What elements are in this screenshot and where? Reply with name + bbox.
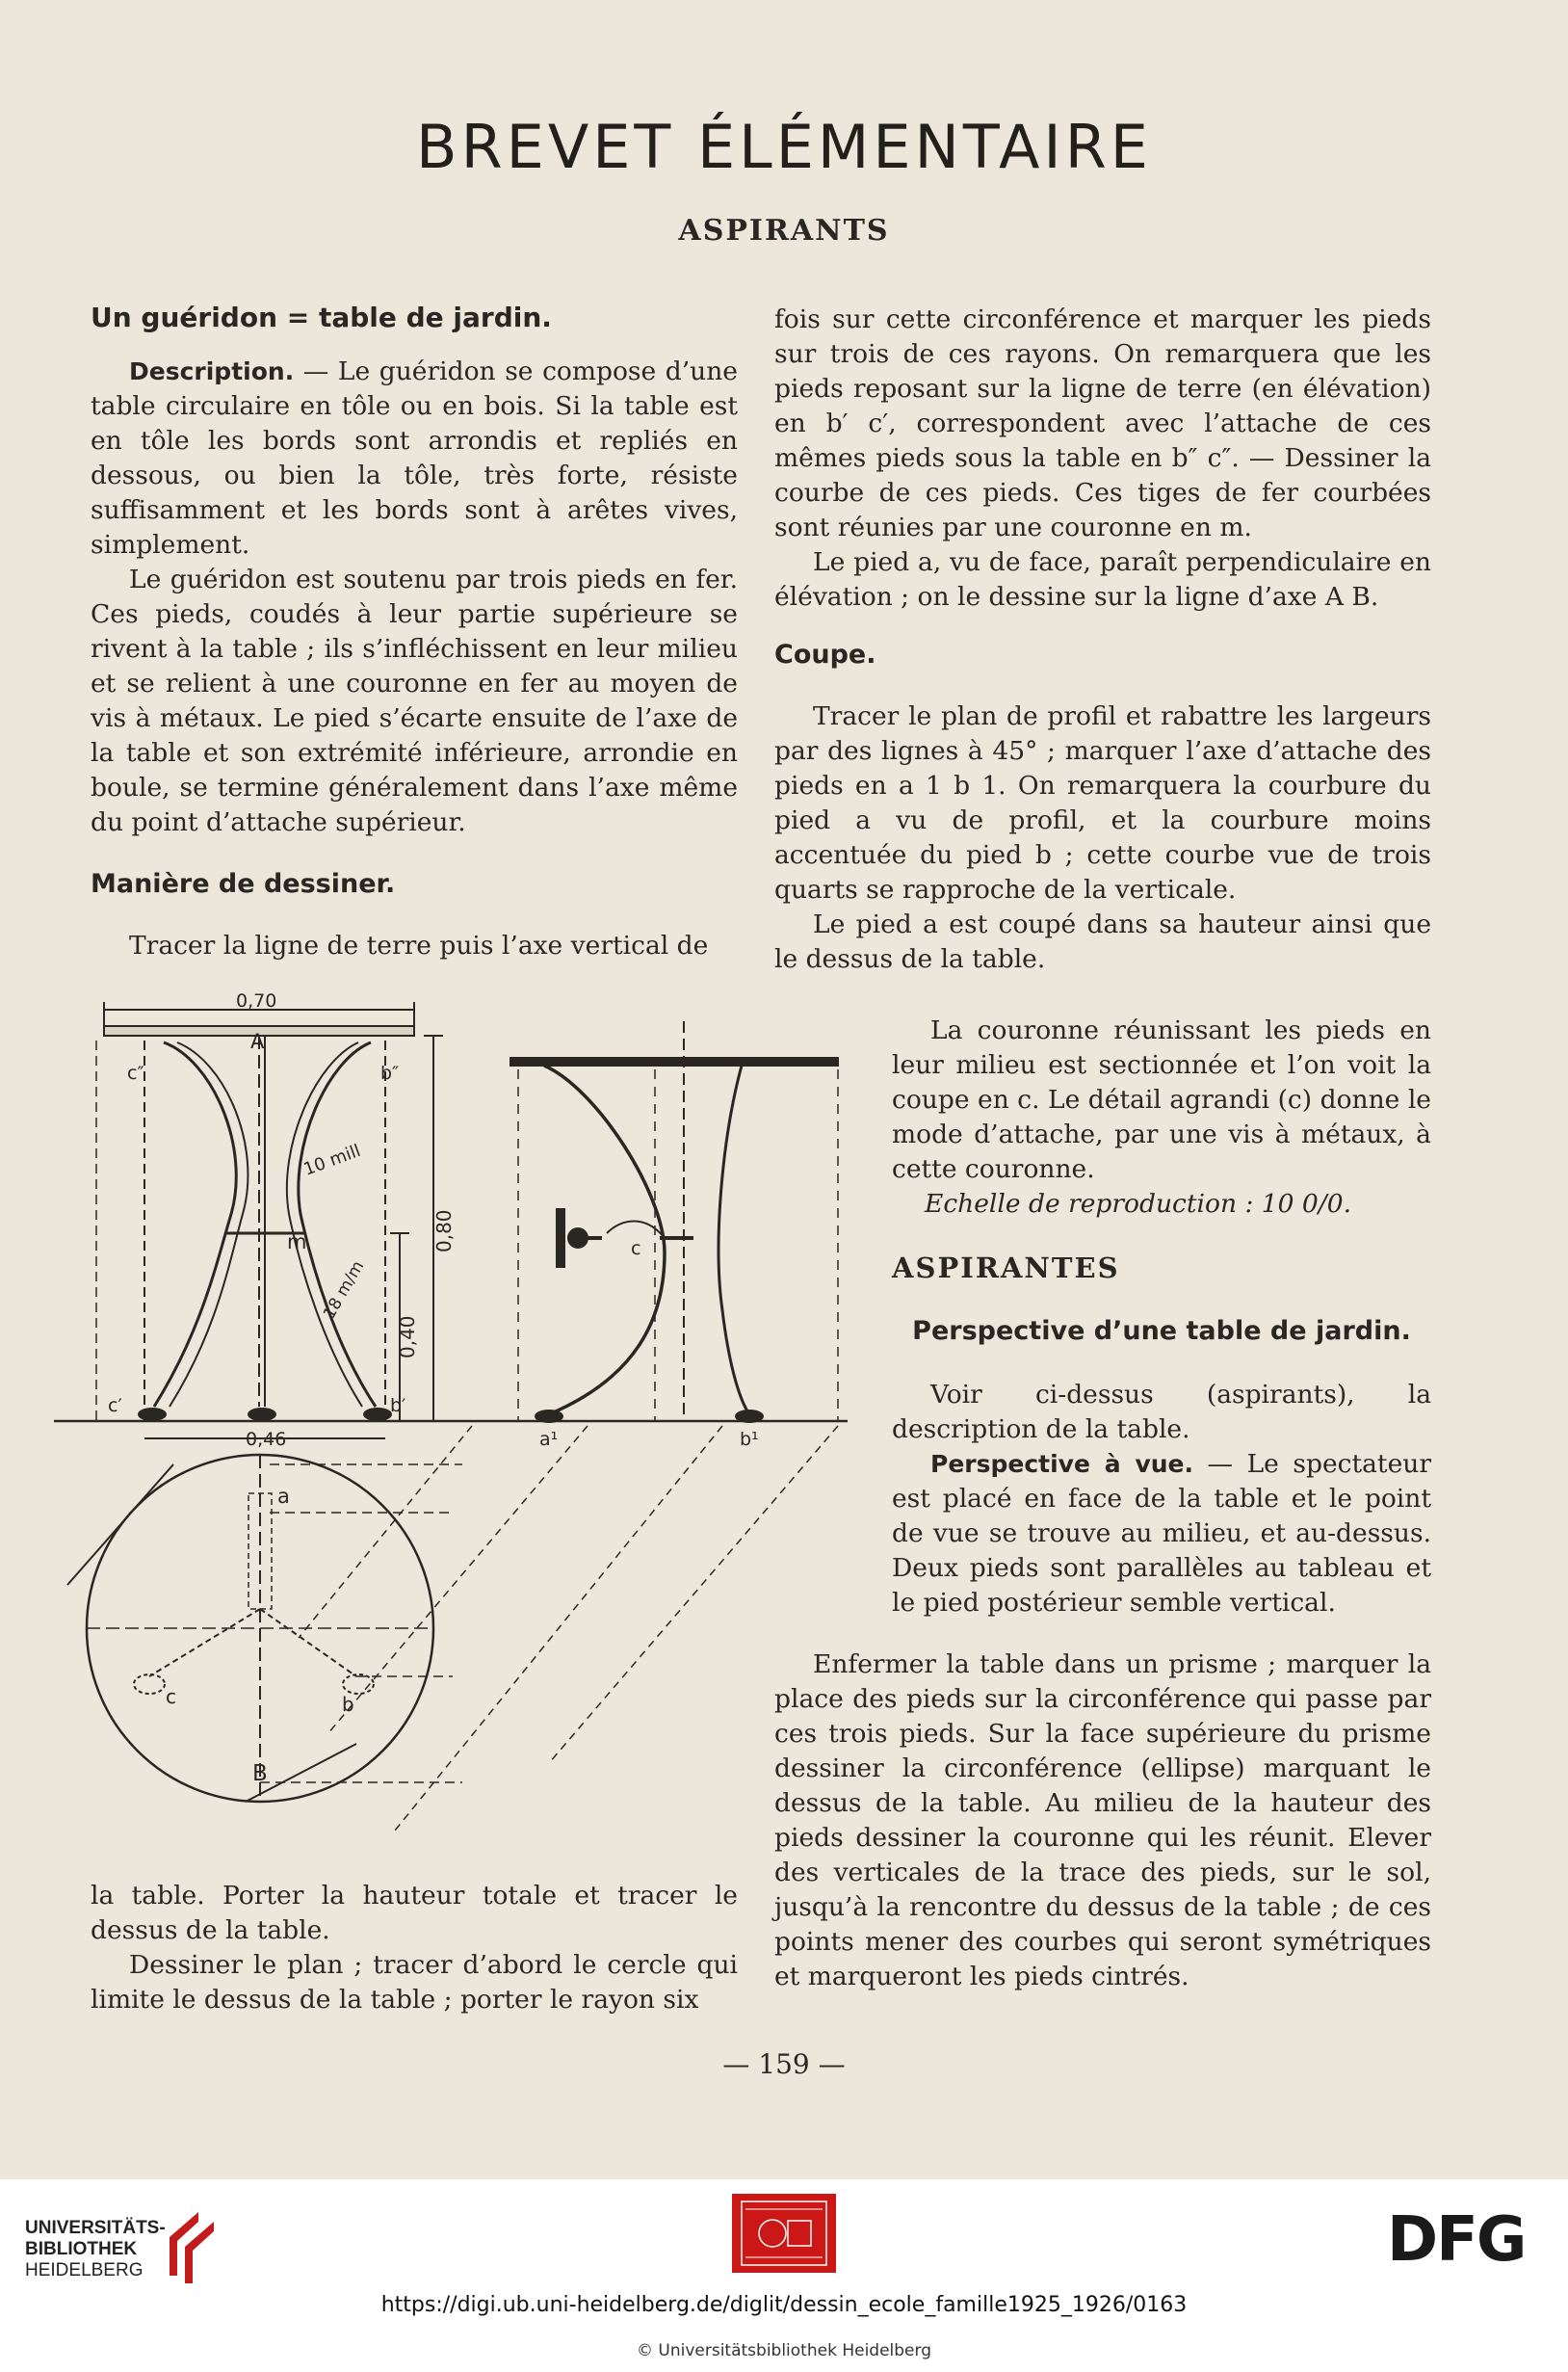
- leg-b-section: [719, 1066, 749, 1414]
- label-c: c: [166, 1685, 176, 1708]
- right-column-bottom: [774, 1647, 1431, 1994]
- label-c2: c″: [127, 1063, 144, 1084]
- paragraph-pied-a: Le pied a, vu de face, paraît perpendiculaire en élévation ; on le dessine sur la ligne d’axe A B.: [774, 547, 1431, 612]
- heading-perspective: Perspective d’une table de jardin.: [912, 1316, 1411, 1346]
- page-number: — 159 —: [722, 2048, 846, 2080]
- label-a1: a¹: [539, 1429, 559, 1450]
- label-a: a: [277, 1485, 290, 1508]
- label-b1-right: b¹: [740, 1429, 759, 1450]
- paragraph-prisme: Enfermer la table dans un prisme ; marquer la place des pieds sur la circonférence qui passe par ces trois pieds. Sur la face supérieure du prisme dessiner la circonférence (ellipse) marquant le dessus de la table. Au milieu de la hauteur des pieds dessiner la couronne qui les réunit. Elever des verticales de la trace des pieds, sur le sol, jusqu’à la rencontre du dessus de la table ; de ces points mener des courbes qui seront symétriques et marqueront les pieds cintrés.: [774, 1649, 1431, 1991]
- library-name-line1: UNIVERSITÄTS-: [25, 2218, 166, 2238]
- description-text: — Le guéridon se compose d’une table circulaire en tôle ou en bois. Si la table est en tôle les bords sont arrondis et repliés en dessous, ou bien la tôle, très forte, résiste suffisamment et les bords sont à arêtes vives, simplement.: [91, 356, 738, 560]
- page-title: BREVET ÉLÉMENTAIRE: [416, 112, 1152, 182]
- label-m: m: [287, 1230, 307, 1253]
- table-drawing-figure: [48, 990, 848, 1821]
- detail-c-bracket: [557, 1209, 564, 1267]
- heading-gueridon: Un guéridon = table de jardin.: [91, 302, 552, 333]
- perspective-label: Perspective à vue.: [930, 1450, 1193, 1478]
- right-column-top: [774, 303, 1431, 977]
- paragraph-couronne: La couronne réunissant les pieds en leur milieu est sectionnée et l’on voit la coupe en c. Le détail agrandi (c) donne le mode d’attache, par une vis à métaux, à cette couronne.: [892, 1015, 1431, 1184]
- label-B: B: [252, 1761, 268, 1786]
- label-c-detail: c: [631, 1238, 641, 1259]
- left-column-bottom: [91, 1879, 738, 2017]
- library-mark-icon: [160, 2208, 222, 2285]
- library-name-line2: BIBLIOTHEK: [25, 2239, 138, 2259]
- label-040: 0,40: [396, 1315, 419, 1358]
- viewer-footer: [0, 2179, 1568, 2372]
- section-title-aspirantes: ASPIRANTES: [892, 1252, 1120, 1284]
- library-name-line3: HEIDELBERG: [25, 2260, 144, 2280]
- paragraph-perspective-vue: [892, 1447, 1431, 1621]
- leg-left-curve: [154, 1042, 236, 1407]
- paragraph-support: Le guéridon est soutenu par trois pieds en fer. Ces pieds, coudés à leur partie supérieure se rivent à la table ; ils s’infléchissent en leur milieu et se relient à une couronne en fer au moyen de vis à métaux. Le pied s’écarte ensuite de l’axe de la table et son extrémité inférieure, arrondie en boule, se termine généralement dans l’axe même du point d’attache supérieur.: [91, 565, 738, 837]
- paragraph-coupe-hauteur: Le pied a est coupé dans sa hauteur ainsi que le dessus de la table.: [774, 909, 1431, 974]
- label-18mm: 18 m/m: [320, 1257, 369, 1323]
- dim-070: 0,70: [236, 990, 277, 1012]
- heading-coupe: Coupe.: [774, 640, 876, 670]
- scale-note: Echelle de reproduction : 10 0/0.: [925, 1189, 1352, 1219]
- perspective-text: — Le spectateur est placé en face de la table et le point de vue se trouve au milieu, et au-dessus. Deux pieds sont parallèles au tableau et le pied postérieur semble vertical.: [892, 1449, 1431, 1618]
- paragraph-voir: Voir ci-dessus (aspirants), la description de la table.: [892, 1380, 1431, 1444]
- paragraph-profil: Tracer le plan de profil et rabattre les largeurs par des lignes à 45° ; marquer l’axe d’attache des pieds en a 1 b 1. On remarquera la courbure du pied a vu de profil, et la courbure moins accentuée du pied b ; cette courbe vue de trois quarts se rapproche de la verticale.: [774, 701, 1431, 905]
- table-top-section: [510, 1058, 838, 1066]
- paragraph-hauteur: la table. Porter la hauteur totale et tracer le dessus de la table.: [91, 1881, 738, 1945]
- epistemes-emblem-icon: [732, 2194, 836, 2273]
- left-column-top: [91, 301, 738, 963]
- paragraph-circonference: fois sur cette circonférence et marquer les pieds sur trois de ces rayons. On remarquera que les pieds reposant sur la ligne de terre (en élévation) en b′ c′, correspondent avec l’attache de ces mêmes pieds sous la table en b″ c″. — Dessiner la courbe de ces pieds. Ces tiges de fer courbées sont réunies par une couronne en m.: [774, 304, 1431, 542]
- epistemes-logo[interactable]: [732, 2194, 836, 2273]
- description-label: Description.: [129, 357, 295, 385]
- label-080: 0,80: [432, 1209, 456, 1252]
- right-column-narrow: [892, 1014, 1431, 1621]
- section-title-aspirants: ASPIRANTS: [678, 214, 890, 248]
- label-b: b: [342, 1693, 354, 1716]
- paragraph-tracer: Tracer la ligne de terre puis l’axe vertical de: [129, 931, 709, 961]
- paragraph-description: [91, 355, 738, 563]
- heading-maniere: Manière de dessiner.: [91, 869, 396, 899]
- label-b2: b″: [380, 1063, 400, 1084]
- label-c1: c′: [108, 1395, 122, 1416]
- label-A: A: [250, 1030, 265, 1053]
- dim-046: 0,46: [246, 1429, 287, 1450]
- dfg-logo[interactable]: DFG: [1387, 2204, 1526, 2276]
- paragraph-plan: Dessiner le plan ; tracer d’abord le cercle qui limite le dessus de la table ; porter le rayon six: [91, 1950, 738, 2015]
- library-logo[interactable]: [25, 2208, 256, 2295]
- label-b1: b′: [390, 1395, 406, 1416]
- permalink-url[interactable]: https://digi.ub.uni-heidelberg.de/diglit/dessin_ecole_famille1925_1926/0163: [380, 2293, 1188, 2317]
- label-10mill: 10 mill: [301, 1141, 364, 1180]
- copyright-notice: © Universitätsbibliothek Heidelberg: [636, 2341, 931, 2360]
